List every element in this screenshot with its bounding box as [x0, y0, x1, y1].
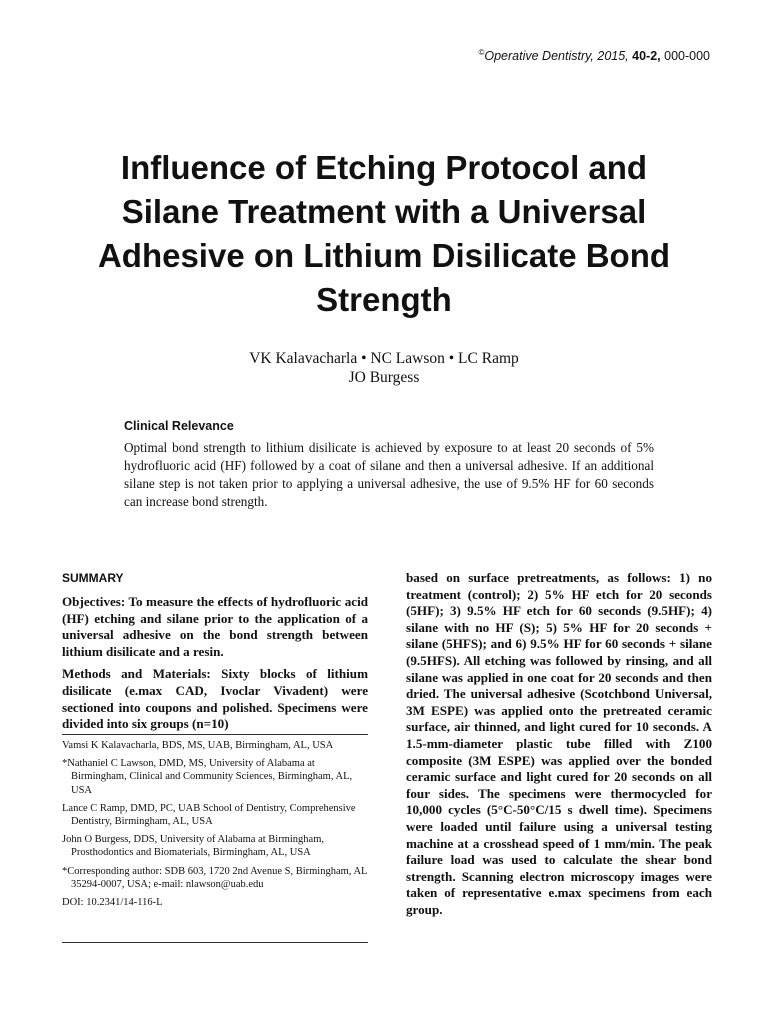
affiliation-item: *Nathaniel C Lawson, DMD, MS, University of Alabama at Birmingham, Clinical and Community Sciences, Birmingham, AL, USA: [62, 758, 353, 796]
copyright-mark: ©: [478, 48, 485, 57]
authors-line-2: JO Burgess: [348, 369, 420, 386]
title-line: Influence of Etching Protocol and: [120, 149, 648, 186]
footnote-divider: [62, 942, 368, 943]
title-line: Strength: [316, 281, 452, 318]
article-title: [48, 146, 720, 322]
affiliation-item: Vamsi K Kalavacharla, BDS, MS, UAB, Birmingham, AL, USA: [62, 740, 334, 751]
title-line: Silane Treatment with a Universal: [121, 193, 647, 230]
left-column: [62, 569, 368, 733]
affiliations-footnote: [62, 734, 368, 914]
affiliation-item: John O Burgess, DDS, University of Alabama at Birmingham, Prosthodontics and Biomaterials, Birmingham, AL, USA: [62, 834, 324, 859]
journal-citation: [478, 48, 710, 63]
authors-line-1: VK Kalavacharla • NC Lawson • LC Ramp: [249, 350, 519, 367]
title-line: Adhesive on Lithium Disilicate Bond: [97, 237, 671, 274]
clinical-relevance-text: Optimal bond strength to lithium disilicate is achieved by exposure to at least 20 seconds of 5% hydrofluoric acid (HF) followed by a coat of silane and then a universal adhesive. If an additional silane step is not taken prior to applying a universal adhesive, the use of 9.5% HF for 60 seconds can increase bond strength.: [124, 440, 654, 509]
clinical-relevance-heading: Clinical Relevance: [124, 419, 234, 433]
journal-volume: 40-2,: [632, 49, 661, 64]
methods-paragraph: Methods and Materials: Sixty blocks of lithium disilicate (e.max CAD, Ivoclar Vivadent) were sectioned into coupons and polished. Specimens were divided into six groups (n=10): [62, 666, 368, 732]
methods-paragraph-continued: based on surface pretreatments, as follows: 1) no treatment (control); 2) 5% HF etch for 20 seconds (5HF); 3) 9.5% HF etch for 60 seconds (9.5HF); 4) silane with no HF (S); 5) 5% HF for 20 seconds + silane (5HFS); and 6) 9.5% HF for 60 seconds + silane (9.5HFS). All etching was followed by rinsing, and all silane was applied in one coat for 20 seconds and then dried. The universal adhesive (Scotchbond Universal, 3M ESPE) was applied onto the pretreated ceramic surface, air thinned, and light cured for 10 seconds. A 1.5-mm-diameter plastic tube filled with Z100 composite (3M ESPE) was applied over the bonded ceramic surface and light cured for 20 seconds on all four sides. The specimens were thermocycled for 10,000 cycles (5°C-50°C/15 s dwell time). Specimens were loaded until failure using a universal testing machine at a crosshead speed of 1 mm/min. The peak failure load was used to calculate the shear bond strength. Scanning electron microscopy images were taken of representative e.max specimens from each group.: [406, 570, 712, 917]
doi-text: DOI: 10.2341/14-116-L: [62, 897, 163, 909]
summary-body-left: [62, 594, 368, 733]
journal-pages: 000-000: [664, 49, 710, 64]
author-list: [0, 349, 768, 387]
affiliation-item: Lance C Ramp, DMD, PC, UAB School of Dentistry, Comprehensive Dentistry, Birmingham, AL, USA: [62, 802, 356, 828]
summary-heading: SUMMARY: [62, 571, 124, 585]
affiliation-item: *Corresponding author: SDB 603, 1720 2nd Avenue S, Birmingham, AL 35294-0007, USA; e-mail: nlawson@uab.edu: [62, 865, 368, 890]
right-column: [406, 570, 712, 918]
journal-name: Operative Dentistry, 2015,: [484, 49, 629, 64]
objectives-paragraph: Objectives: To measure the effects of hydrofluoric acid (HF) etching and silane prior to the application of a universal adhesive on the bond strength between lithium disilicate and a resin.: [62, 594, 368, 659]
